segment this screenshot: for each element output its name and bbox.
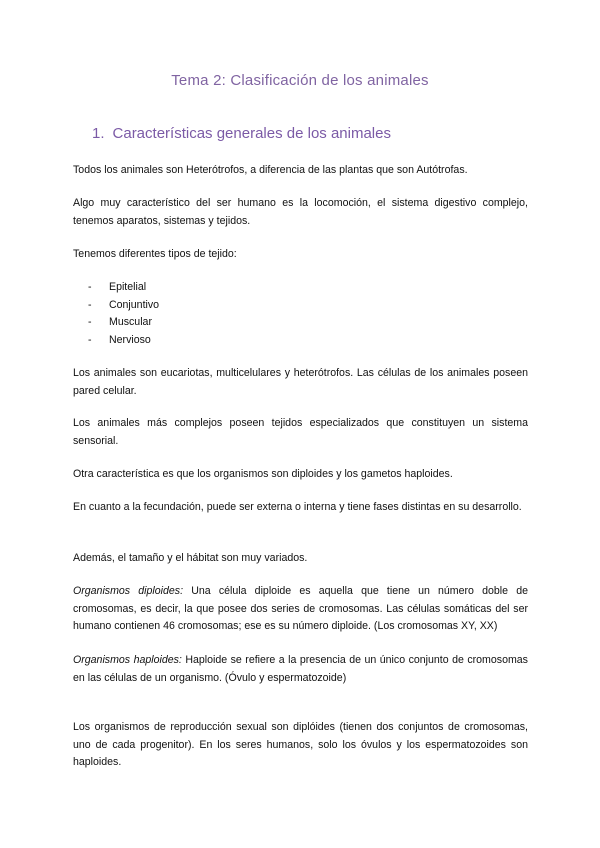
paragraph-diploid-gametes: Otra característica es que los organismos son diploides y los gametos haploides. [73, 468, 453, 480]
section-heading [92, 125, 391, 142]
paragraph-sensory-system: Los animales más complejos poseen tejidos especializados que constituyen un sistema sensorial. [73, 417, 528, 447]
section-number: 1. [92, 125, 105, 142]
paragraph-size-habitat: Además, el tamaño y el hábitat son muy variados. [73, 552, 308, 564]
tissue-list [88, 279, 159, 349]
list-item [88, 314, 159, 332]
section-heading-text: Características generales de los animales [112, 125, 391, 142]
bullet-dash: - [88, 333, 92, 346]
bullet-dash: - [88, 281, 92, 293]
list-item [88, 297, 159, 315]
paragraph-heterotrophs: Todos los animales son Heterótrofos, a diferencia de las plantas que son Autótrofas. [73, 164, 468, 176]
paragraph-tissue-intro: Tenemos diferentes tipos de tejido: [73, 248, 237, 260]
document-title: Tema 2: Clasificación de los animales [171, 72, 429, 89]
paragraph-eukaryotes: Los animales son eucariotas, multicelulares y heterótrofos. Las células de los animales poseen pared celular. [73, 367, 528, 397]
list-item-label: Muscular [109, 316, 152, 328]
paragraph-sexual-reproduction: Los organismos de reproducción sexual son diplóides (tienen dos conjuntos de cromosomas, uno de cada progenitor). En los seres humanos, solo los óvulos y los espermatozoides son haploides. [73, 721, 528, 768]
paragraph-locomotion: Algo muy característico del ser humano es la locomoción, el sistema digestivo complejo, tenemos aparatos, sistemas y tejidos. [73, 197, 528, 227]
haploid-definition: Haploide se refiere a la presencia de un único conjunto de cromosomas en las células de un organismo. (Óvulo y espermatozoide) [73, 654, 528, 684]
list-item-label: Conjuntivo [109, 298, 160, 311]
diploid-definition: Una célula diploide es aquella que tiene un número doble de cromosomas, es decir, la que posee dos series de cromosomas. Las células somáticas del ser humano contienen 46 cromosomas; ese es su número diploide. (Los cromosomas XY, XX) [73, 585, 528, 632]
haploid-label: Organismos haploides: [73, 654, 182, 666]
bullet-dash: - [88, 298, 92, 311]
diploid-label: Organismos diploides: [73, 585, 184, 597]
list-item-label: Nervioso [109, 333, 151, 346]
paragraph-diploid-organisms [73, 583, 528, 636]
list-item [88, 279, 159, 297]
list-item-label: Epitelial [109, 281, 147, 293]
bullet-dash: - [88, 316, 92, 328]
paragraph-haploid-organisms [73, 652, 528, 687]
list-item [88, 332, 159, 350]
paragraph-fertilization: En cuanto a la fecundación, puede ser externa o interna y tiene fases distintas en su desarrollo. [73, 501, 522, 513]
